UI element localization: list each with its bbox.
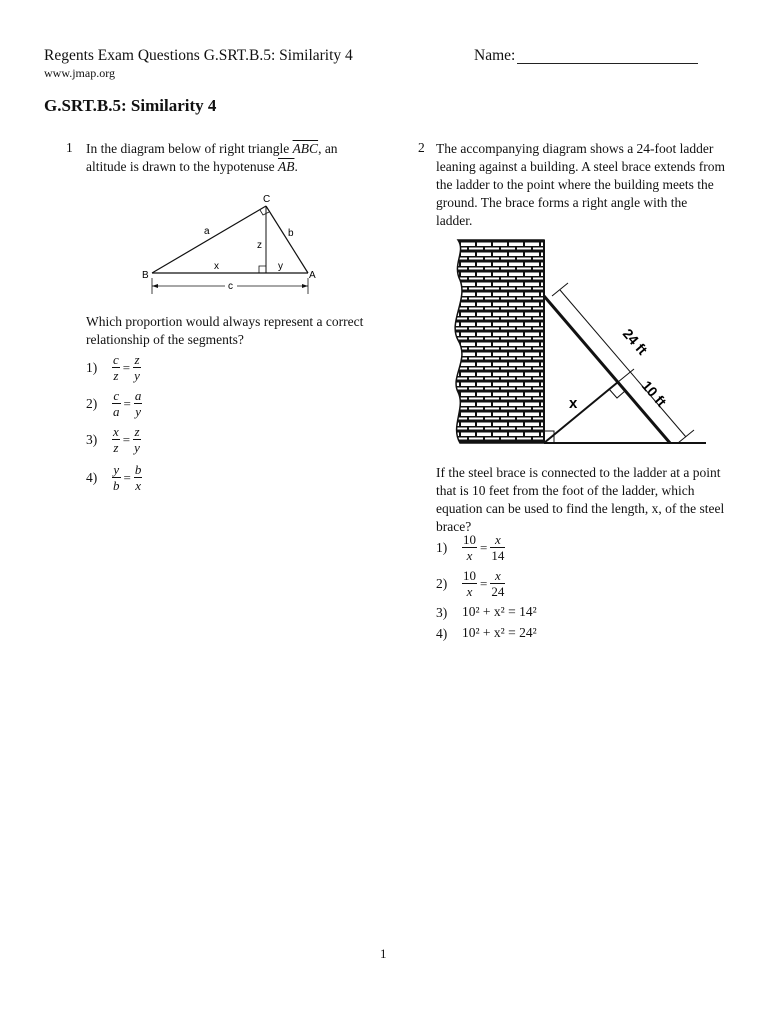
- question-2-number: 2: [418, 140, 425, 155]
- label-c: c: [228, 281, 233, 292]
- side-b: [266, 206, 308, 273]
- question-2-text: The accompanying diagram shows a 24-foot ladder leaning against a building. A steel brace extends from the ladder to the point where the building meets the ground. The brace forms a right angle with the ladder.: [436, 141, 726, 228]
- question-1-prompt: Which proportion would always represent a correct relationship of the segments?: [86, 314, 364, 347]
- q1-option-3[interactable]: [86, 424, 141, 455]
- numerator: c: [113, 388, 120, 403]
- side-a: [152, 206, 266, 273]
- q1-option-4[interactable]: [86, 462, 142, 493]
- triangle-diagram: [140, 190, 330, 300]
- fraction-right: [490, 568, 505, 599]
- label-A: A: [309, 270, 316, 281]
- question-1-text: [86, 140, 366, 176]
- option-label: 1): [86, 359, 98, 375]
- equals-sign: =: [123, 395, 131, 411]
- dim-24ft-tick-top: [552, 283, 568, 296]
- option-label: 2): [86, 395, 98, 411]
- worksheet-title: Regents Exam Questions G.SRT.B.5: Similarity 4: [44, 47, 353, 64]
- brace-right-angle: [609, 389, 625, 398]
- label-a: a: [204, 226, 210, 237]
- label-x: x: [214, 261, 219, 272]
- denominator: a: [113, 404, 120, 419]
- numerator: c: [113, 352, 119, 367]
- q2-option-3[interactable]: [436, 604, 537, 621]
- name-blank-line: [517, 63, 698, 64]
- numerator: 10: [463, 568, 476, 583]
- brace-line: [544, 382, 618, 443]
- numerator: y: [113, 462, 120, 477]
- denominator: z: [113, 440, 119, 455]
- label-b: b: [288, 228, 294, 239]
- triangle-name: $\overline{ABC}$: [292, 141, 319, 156]
- dim-arrow-right: [302, 284, 308, 288]
- question-2-prompt: If the steel brace is connected to the ladder at a point that is 10 feet from the foot of the ladder, which equation can be used to find the length, x, of the steel brace?: [436, 465, 725, 534]
- denominator: y: [134, 440, 140, 455]
- hypotenuse-name: $\overline{AB}$: [277, 159, 295, 174]
- q1-option-2[interactable]: [86, 388, 142, 419]
- brick-wall: [455, 240, 544, 443]
- denominator: x: [135, 478, 141, 493]
- fraction-left: [112, 352, 120, 383]
- website-url: www.jmap.org: [44, 66, 115, 80]
- page-number: 1: [380, 946, 387, 961]
- option-label: 2): [436, 575, 448, 591]
- fraction-left: [112, 462, 121, 493]
- dim-24ft-tick-bottom: [678, 430, 694, 443]
- denominator: x: [466, 548, 473, 563]
- denominator: y: [135, 404, 141, 419]
- section-title: G.SRT.B.5: Similarity 4: [44, 96, 217, 115]
- option-label: 4): [86, 469, 98, 485]
- name-label: Name:: [474, 47, 516, 64]
- numerator: x: [113, 424, 119, 439]
- fraction-right: [133, 424, 141, 455]
- fraction-left: [112, 388, 121, 419]
- fraction-right: [134, 388, 143, 419]
- fraction-left: [462, 532, 477, 563]
- fraction-left: [112, 424, 120, 455]
- equals-sign: =: [122, 359, 131, 375]
- c-right-angle: [260, 210, 269, 215]
- equals-sign: =: [123, 469, 131, 485]
- equals-sign: =: [122, 431, 131, 447]
- question-1-number: 1: [66, 140, 73, 155]
- fraction-right: [133, 352, 141, 383]
- q1-option-1[interactable]: [86, 352, 141, 383]
- numerator: 10: [463, 532, 476, 547]
- numerator: z: [134, 424, 140, 439]
- numerator: x: [490, 532, 505, 548]
- option-label: 1): [436, 539, 448, 555]
- label-10ft: 10 ft: [638, 377, 670, 410]
- fraction-right: [490, 532, 505, 563]
- question-1-text-c: .: [294, 159, 298, 174]
- numerator: z: [134, 352, 140, 367]
- label-24ft: 24 ft: [619, 325, 651, 358]
- label-z: z: [257, 240, 262, 251]
- altitude-right-angle: [259, 266, 266, 273]
- option-label: 3): [86, 431, 98, 447]
- equation-text: 10² + x² = 14²: [462, 604, 537, 619]
- option-label: 4): [436, 625, 448, 641]
- numerator: b: [134, 462, 142, 477]
- numerator: x: [490, 568, 505, 584]
- fraction-left: [462, 568, 477, 599]
- denominator: b: [113, 478, 120, 493]
- dim-10ft-tick: [618, 369, 634, 382]
- q2-option-2[interactable]: [436, 568, 505, 599]
- q2-option-4[interactable]: [436, 625, 537, 642]
- numerator: a: [134, 388, 142, 403]
- question-1-text-a: In the diagram below of right triangle: [86, 141, 293, 156]
- ladder-diagram: [448, 236, 718, 450]
- label-B: B: [142, 270, 149, 281]
- dim-arrow-left: [152, 284, 158, 288]
- label-C: C: [263, 194, 271, 205]
- equation-text: 10² + x² = 24²: [462, 625, 537, 640]
- denominator: y: [134, 368, 140, 383]
- q2-option-1[interactable]: [436, 532, 505, 563]
- denominator: 24: [491, 584, 505, 599]
- question-1-text-b: , an altitude is drawn to the hypotenuse: [86, 141, 338, 174]
- denominator: z: [113, 368, 119, 383]
- option-label: 3): [436, 604, 448, 620]
- equals-sign: =: [480, 575, 488, 591]
- fraction-right: [134, 462, 143, 493]
- denominator: x: [466, 584, 473, 599]
- label-x-brace: x: [569, 395, 578, 412]
- label-y: y: [278, 261, 283, 272]
- equals-sign: =: [480, 539, 488, 555]
- denominator: 14: [491, 548, 505, 563]
- ladder-line: [544, 296, 670, 443]
